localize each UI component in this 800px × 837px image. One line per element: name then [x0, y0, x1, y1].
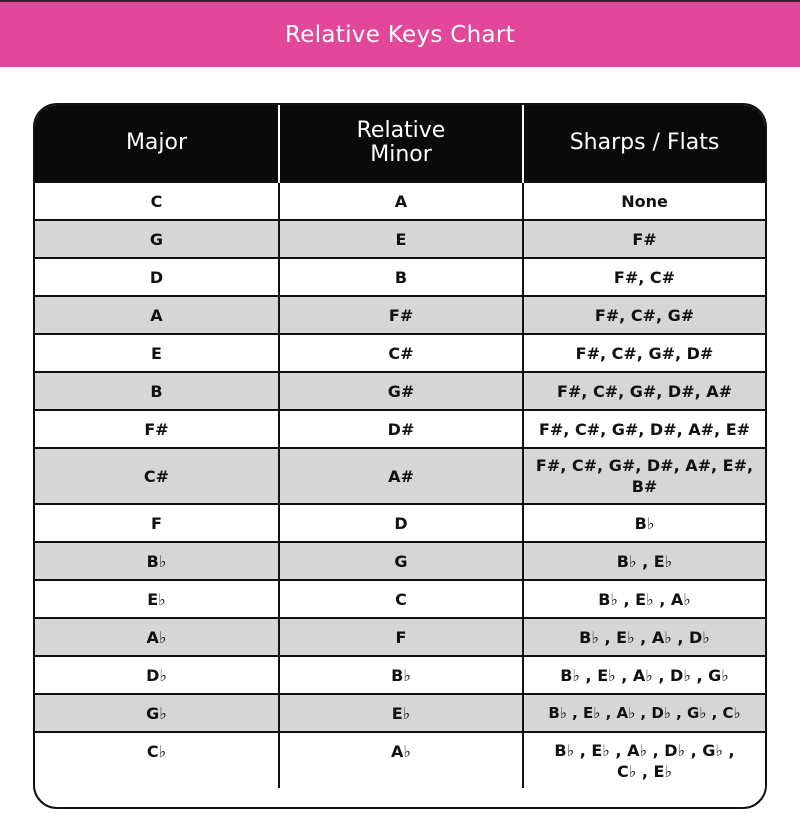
table-row — [35, 732, 765, 788]
major-key-cell: G♭ — [35, 694, 279, 732]
table-header-row — [35, 105, 765, 182]
minor-key-cell: C# — [279, 334, 523, 372]
accidentals-cell: F#, C#, G#, D#, A#, E#, B# — [523, 448, 765, 504]
minor-key-cell: E — [279, 220, 523, 258]
minor-key-cell: D — [279, 504, 523, 542]
minor-key-cell: G — [279, 542, 523, 580]
accidentals-cell: F#, C#, G#, D#, A#, E# — [523, 410, 765, 448]
table-row — [35, 580, 765, 618]
major-key-cell: C — [35, 182, 279, 220]
table-row — [35, 182, 765, 220]
minor-key-cell: F — [279, 618, 523, 656]
major-key-cell: D — [35, 258, 279, 296]
table-row — [35, 258, 765, 296]
minor-key-cell: D# — [279, 410, 523, 448]
major-key-cell: E♭ — [35, 580, 279, 618]
accidentals-cell: None — [523, 182, 765, 220]
minor-key-cell: E♭ — [279, 694, 523, 732]
major-key-cell: G — [35, 220, 279, 258]
accidentals-cell: B♭ — [523, 504, 765, 542]
accidentals-cell: F#, C# — [523, 258, 765, 296]
major-key-cell: D♭ — [35, 656, 279, 694]
accidentals-cell: B♭ , E♭ — [523, 542, 765, 580]
table-row — [35, 410, 765, 448]
major-key-cell: C♭ — [35, 732, 279, 788]
page-title: Relative Keys Chart — [285, 21, 515, 48]
table-row — [35, 448, 765, 504]
header-sharps-flats: Sharps / Flats — [523, 105, 765, 182]
table-row — [35, 504, 765, 542]
table-row — [35, 334, 765, 372]
accidentals-cell: F#, C#, G#, D# — [523, 334, 765, 372]
minor-key-cell: A# — [279, 448, 523, 504]
header-major: Major — [35, 105, 279, 182]
accidentals-cell: F#, C#, G# — [523, 296, 765, 334]
table-row — [35, 296, 765, 334]
major-key-cell: F# — [35, 410, 279, 448]
minor-key-cell: A — [279, 182, 523, 220]
table-row — [35, 220, 765, 258]
accidentals-cell: B♭ , E♭ , A♭ , D♭ , G♭ — [523, 656, 765, 694]
minor-key-cell: B — [279, 258, 523, 296]
major-key-cell: B — [35, 372, 279, 410]
accidentals-cell: B♭ , E♭ , A♭ , D♭ — [523, 618, 765, 656]
table-row — [35, 372, 765, 410]
accidentals-cell: B♭ , E♭ , A♭ , D♭ , G♭ , C♭ — [523, 694, 765, 732]
major-key-cell: B♭ — [35, 542, 279, 580]
minor-key-cell: C — [279, 580, 523, 618]
table-row — [35, 618, 765, 656]
page-banner — [0, 0, 800, 67]
major-key-cell: F — [35, 504, 279, 542]
table-row — [35, 694, 765, 732]
major-key-cell: A — [35, 296, 279, 334]
accidentals-cell: F# — [523, 220, 765, 258]
major-key-cell: A♭ — [35, 618, 279, 656]
minor-key-cell: G# — [279, 372, 523, 410]
major-key-cell: C# — [35, 448, 279, 504]
minor-key-cell: A♭ — [279, 732, 523, 788]
accidentals-cell: B♭ , E♭ , A♭ , D♭ , G♭ , C♭ , E♭ — [523, 732, 765, 788]
minor-key-cell: F# — [279, 296, 523, 334]
major-key-cell: E — [35, 334, 279, 372]
table-row — [35, 542, 765, 580]
table-row — [35, 656, 765, 694]
accidentals-cell: F#, C#, G#, D#, A# — [523, 372, 765, 410]
accidentals-cell: B♭ , E♭ , A♭ — [523, 580, 765, 618]
relative-keys-table — [33, 103, 767, 809]
minor-key-cell: B♭ — [279, 656, 523, 694]
header-relative-minor: Relative Minor — [279, 105, 523, 182]
